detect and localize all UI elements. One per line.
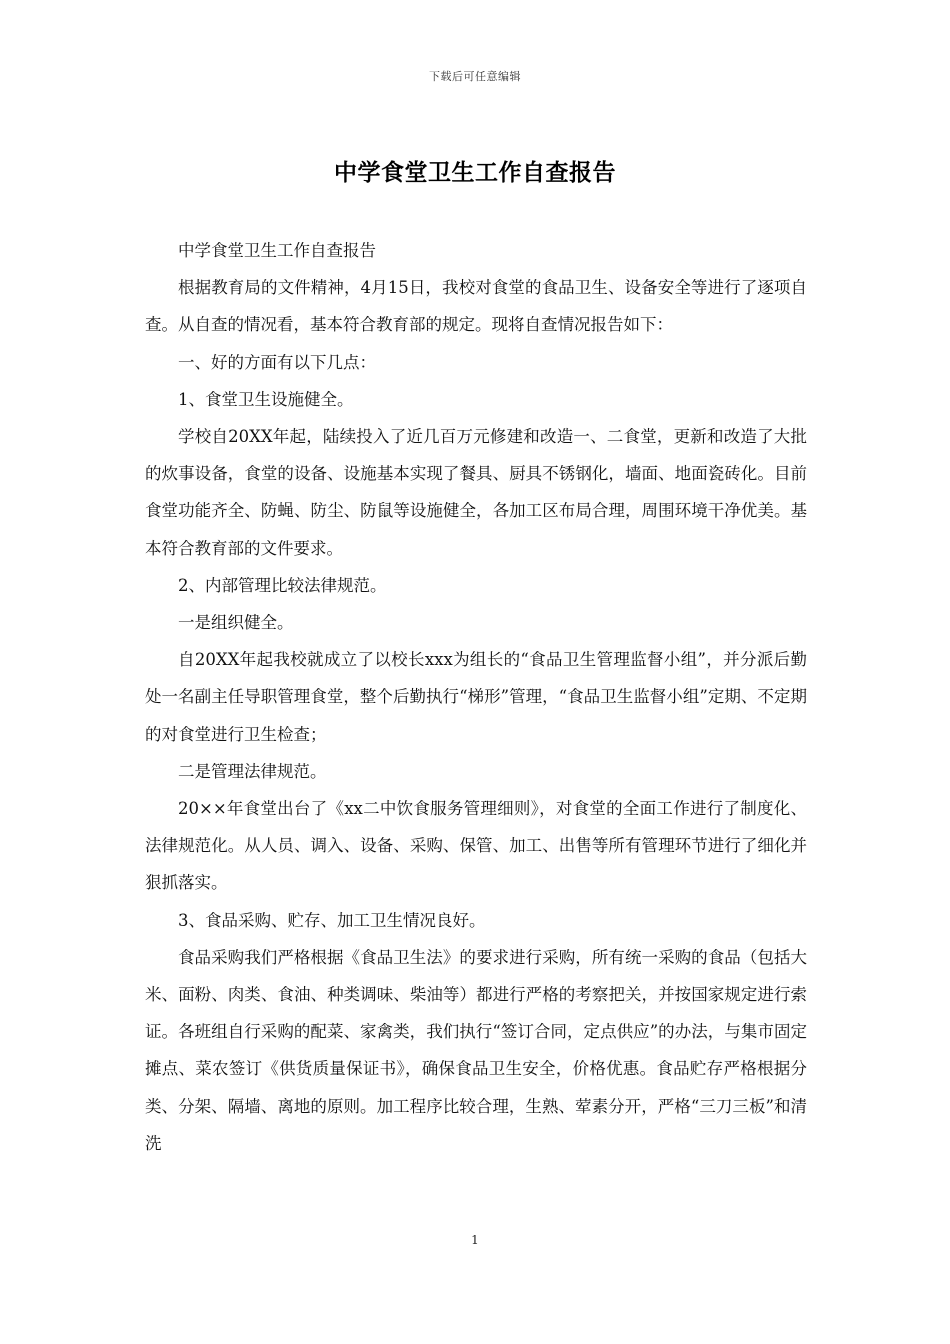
paragraph-point: 一是组织健全。 xyxy=(178,613,294,633)
document-body xyxy=(145,232,807,1162)
paragraph: 自20XX年起我校就成立了以校长xxx为组长的“食品卫生管理监督小组”，并分派后勤处一名副主任导职管理食堂，整个后勤执行“梯形”管理，“食品卫生监督小组”定期、不定期的对食堂进行卫生检查； xyxy=(145,650,807,744)
paragraph: 食品采购我们严格根据《食品卫生法》的要求进行采购，所有统一采购的食品（包括大米、面粉、肉类、食油、种类调味、柴油等）都进行严格的考察把关，并按国家规定进行索证。各班组自行采购的配菜、家禽类，我们执行“签订合同，定点供应”的办法，与集市固定摊点、菜农签订《供货质量保证书》，确保食品卫生安全，价格优惠。食品贮存严格根据分类、分架、隔墙、离地的原则。加工程序比较合理，生熟、荤素分开，严格“三刀三板”和清洗 xyxy=(145,947,807,1153)
document-title: 中学食堂卫生工作自查报告 xyxy=(334,160,616,186)
paragraph: 学校自20XX年起，陆续投入了近几百万元修建和改造一、二食堂，更新和改造了大批的炊事设备，食堂的设备、设施基本实现了餐具、厨具不锈钢化，墙面、地面瓷砖化。目前食堂功能齐全、防蝇、防尘、防鼠等设施健全，各加工区布局合理，周围环境干净优美。基本符合教育部的文件要求。 xyxy=(145,427,807,558)
subsection-heading: 1、食堂卫生设施健全。 xyxy=(178,389,354,409)
subsection-heading: 3、食品采购、贮存、加工卫生情况良好。 xyxy=(178,910,486,930)
page-number: 1 xyxy=(471,1233,479,1247)
subsection-heading: 2、内部管理比较法律规范。 xyxy=(178,575,387,595)
paragraph-subtitle: 中学食堂卫生工作自查报告 xyxy=(178,241,376,260)
section-heading: 一、好的方面有以下几点： xyxy=(178,352,376,372)
paragraph: 根据教育局的文件精神，4月15日，我校对食堂的食品卫生、设备安全等进行了逐项自查。从自查的情况看，基本符合教育部的规定。现将自查情况报告如下： xyxy=(145,278,807,335)
header-note: 下载后可任意编辑 xyxy=(429,70,521,83)
paragraph: 20××年食堂出台了《xx二中饮食服务管理细则》，对食堂的全面工作进行了制度化、法律规范化。从人员、调入、设备、采购、保管、加工、出售等所有管理环节进行了细化并狠抓落实。 xyxy=(145,799,807,893)
paragraph-point: 二是管理法律规范。 xyxy=(178,761,327,781)
